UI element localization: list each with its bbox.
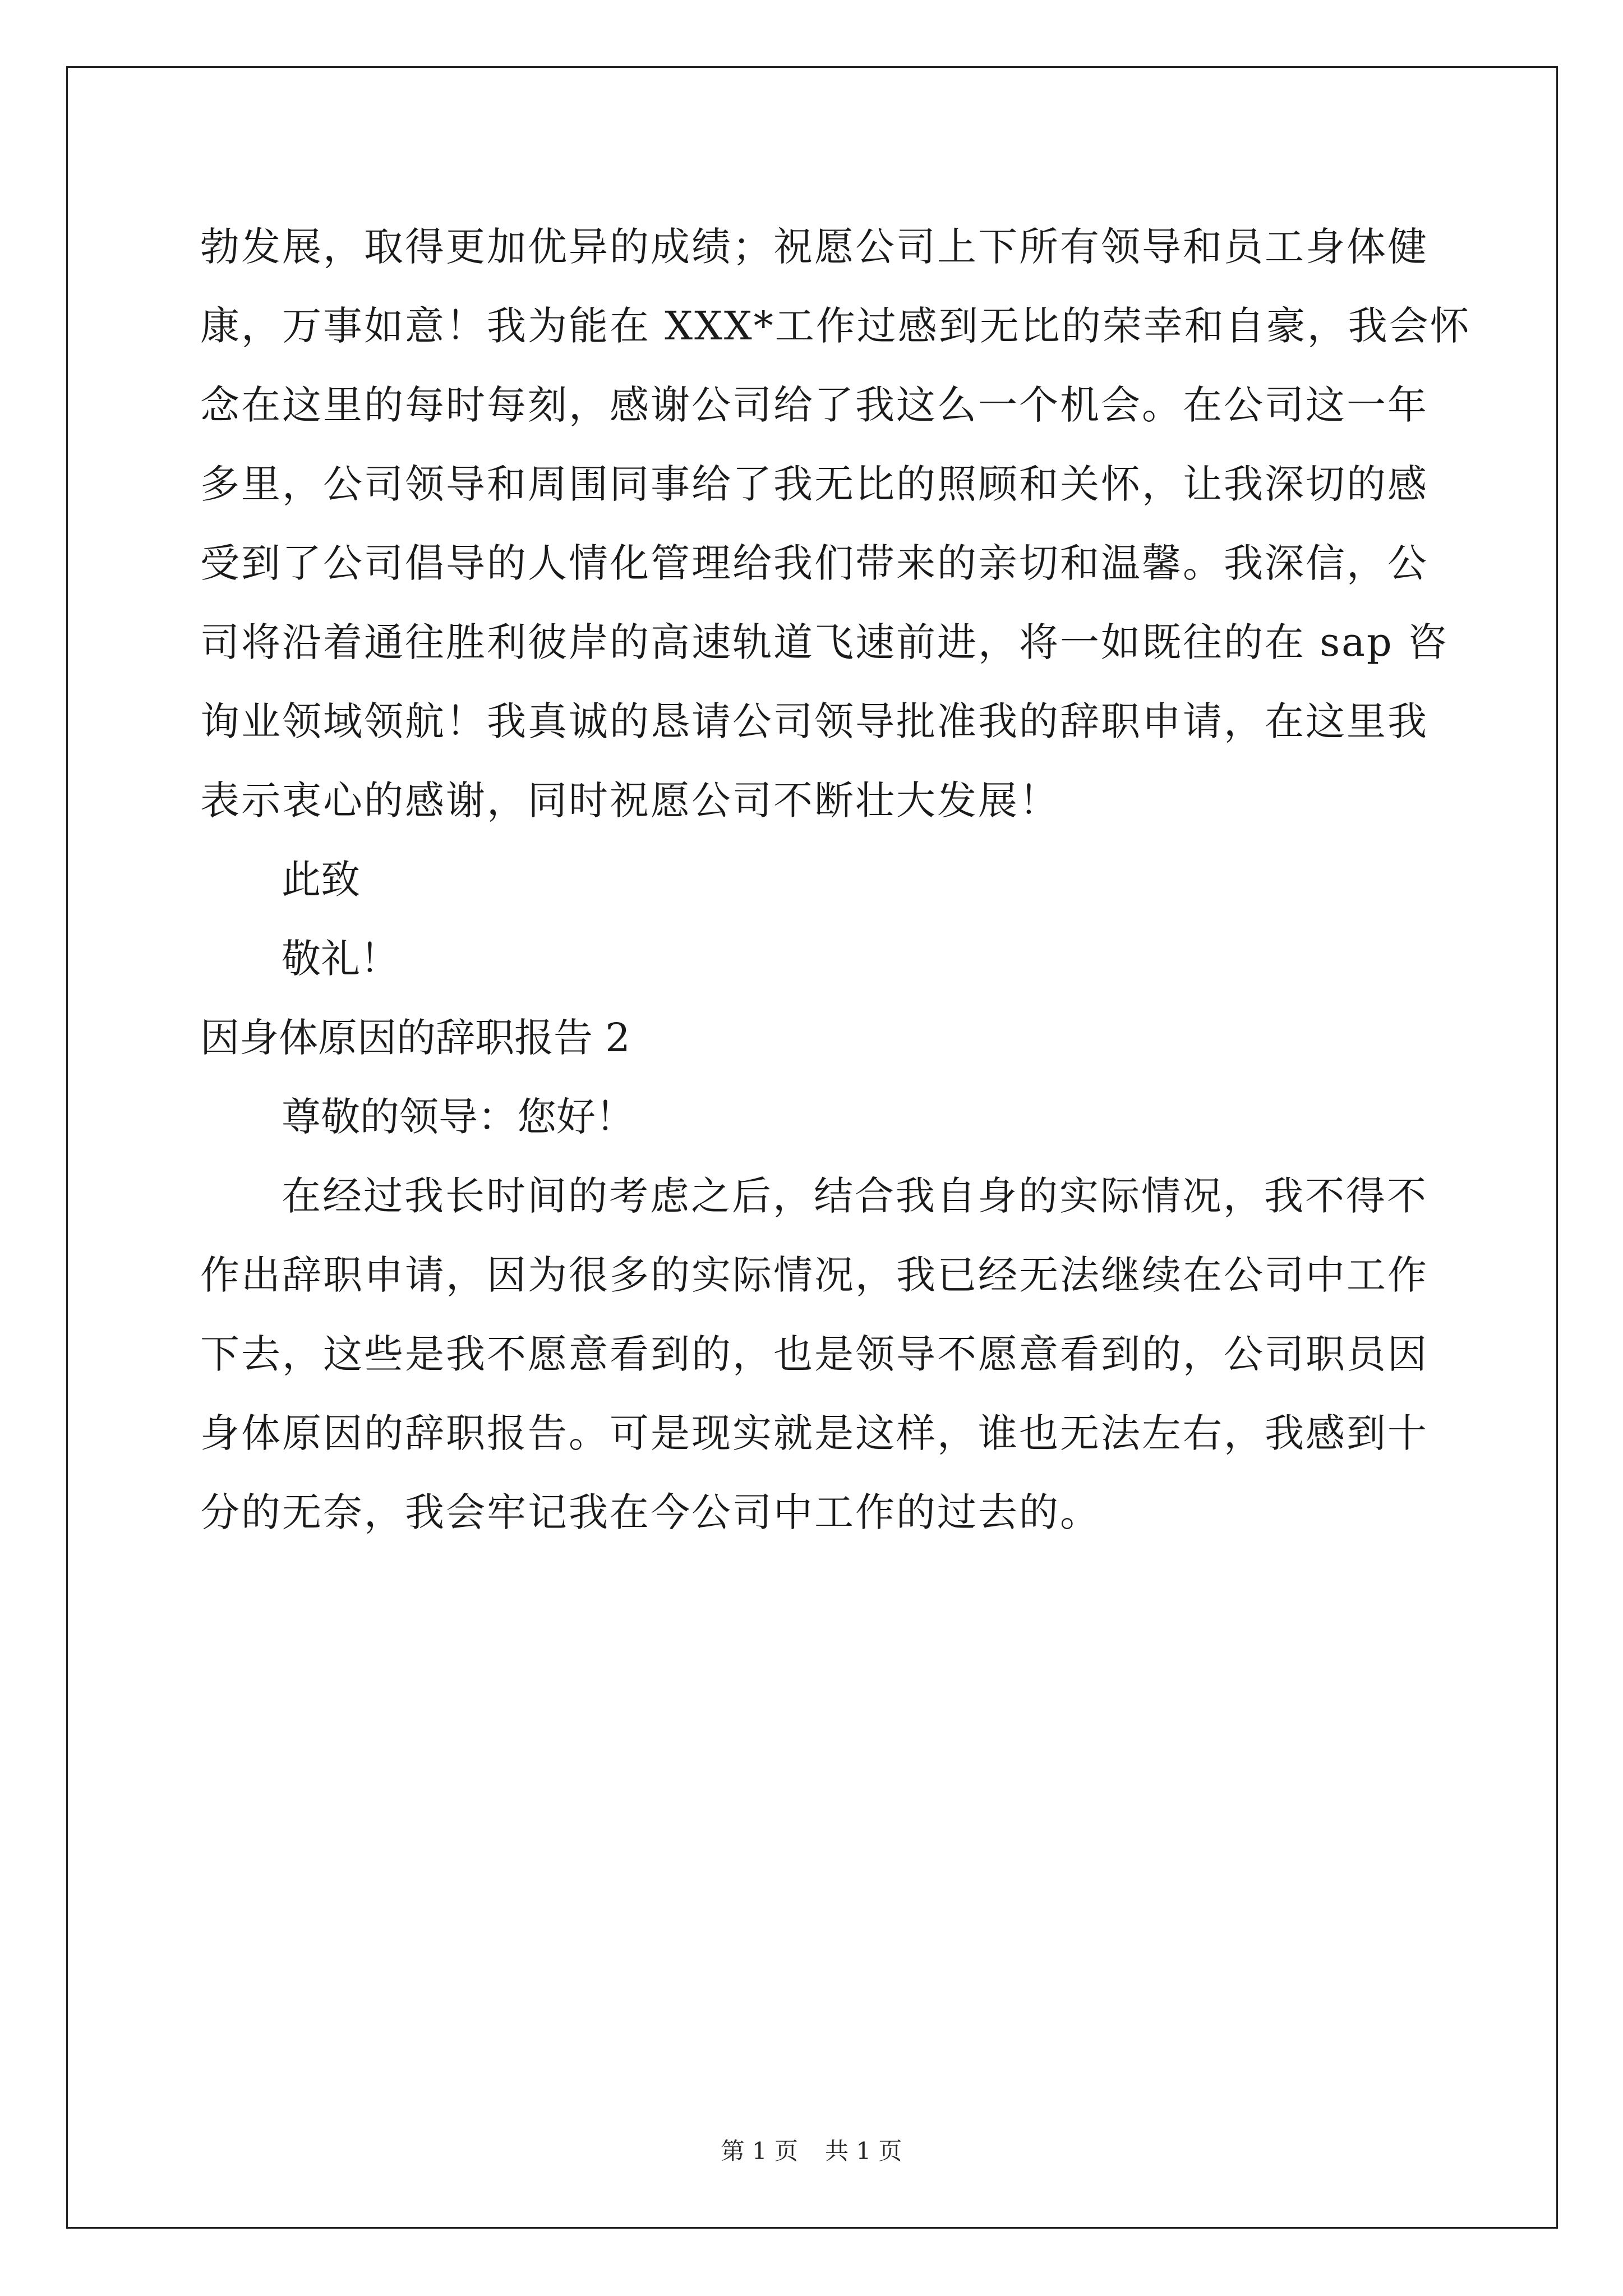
- paragraph-2-line: 身体原因的辞职报告。可是现实就是这样，谁也无法左右，我感到十: [200, 1410, 1428, 1456]
- paragraph-2-line: 在经过我长时间的考虑之后，结合我自身的实际情况，我不得不: [282, 1173, 1428, 1219]
- paragraph-1-line: 多里，公司领导和周围同事给了我无比的照顾和关怀，让我深切的感: [200, 461, 1428, 507]
- paragraph-1-line: 勃发展，取得更加优异的成绩；祝愿公司上下所有领导和员工身体健: [200, 224, 1428, 270]
- page-number: 第 1 页: [721, 2137, 798, 2165]
- paragraph-1-line: 康，万事如意！我为能在 XXX*工作过感到无比的荣幸和自豪，我会怀: [200, 303, 1471, 349]
- paragraph-1-line: 表示衷心的感谢，同时祝愿公司不断壮大发展！: [200, 777, 1060, 823]
- section-title: 因身体原因的辞职报告 2: [200, 1015, 630, 1061]
- paragraph-2-line: 下去，这些是我不愿意看到的，也是领导不愿意看到的，公司职员因: [200, 1331, 1428, 1377]
- closing-greeting: 此致: [282, 857, 360, 903]
- closing-salute: 敬礼！: [282, 936, 399, 982]
- paragraph-1-line: 询业领域领航！我真诚的恳请公司领导批准我的辞职申请，在这里我: [200, 698, 1428, 744]
- paragraph-1-line: 念在这里的每时每刻，感谢公司给了我这么一个机会。在公司这一年: [200, 382, 1428, 428]
- paragraph-2-line: 作出辞职申请，因为很多的实际情况，我已经无法继续在公司中工作: [200, 1252, 1428, 1298]
- paragraph-1-line: 受到了公司倡导的人情化管理给我们带来的亲切和温馨。我深信，公: [200, 540, 1428, 586]
- page-total: 共 1 页: [825, 2137, 902, 2165]
- page-footer: [0, 2134, 1623, 2168]
- salutation: 尊敬的领导：您好！: [282, 1094, 635, 1140]
- paragraph-1-line: 司将沿着通往胜利彼岸的高速轨道飞速前进，将一如既往的在 sap 咨: [200, 619, 1449, 665]
- paragraph-2-line: 分的无奈，我会牢记我在今公司中工作的过去的。: [200, 1489, 1101, 1535]
